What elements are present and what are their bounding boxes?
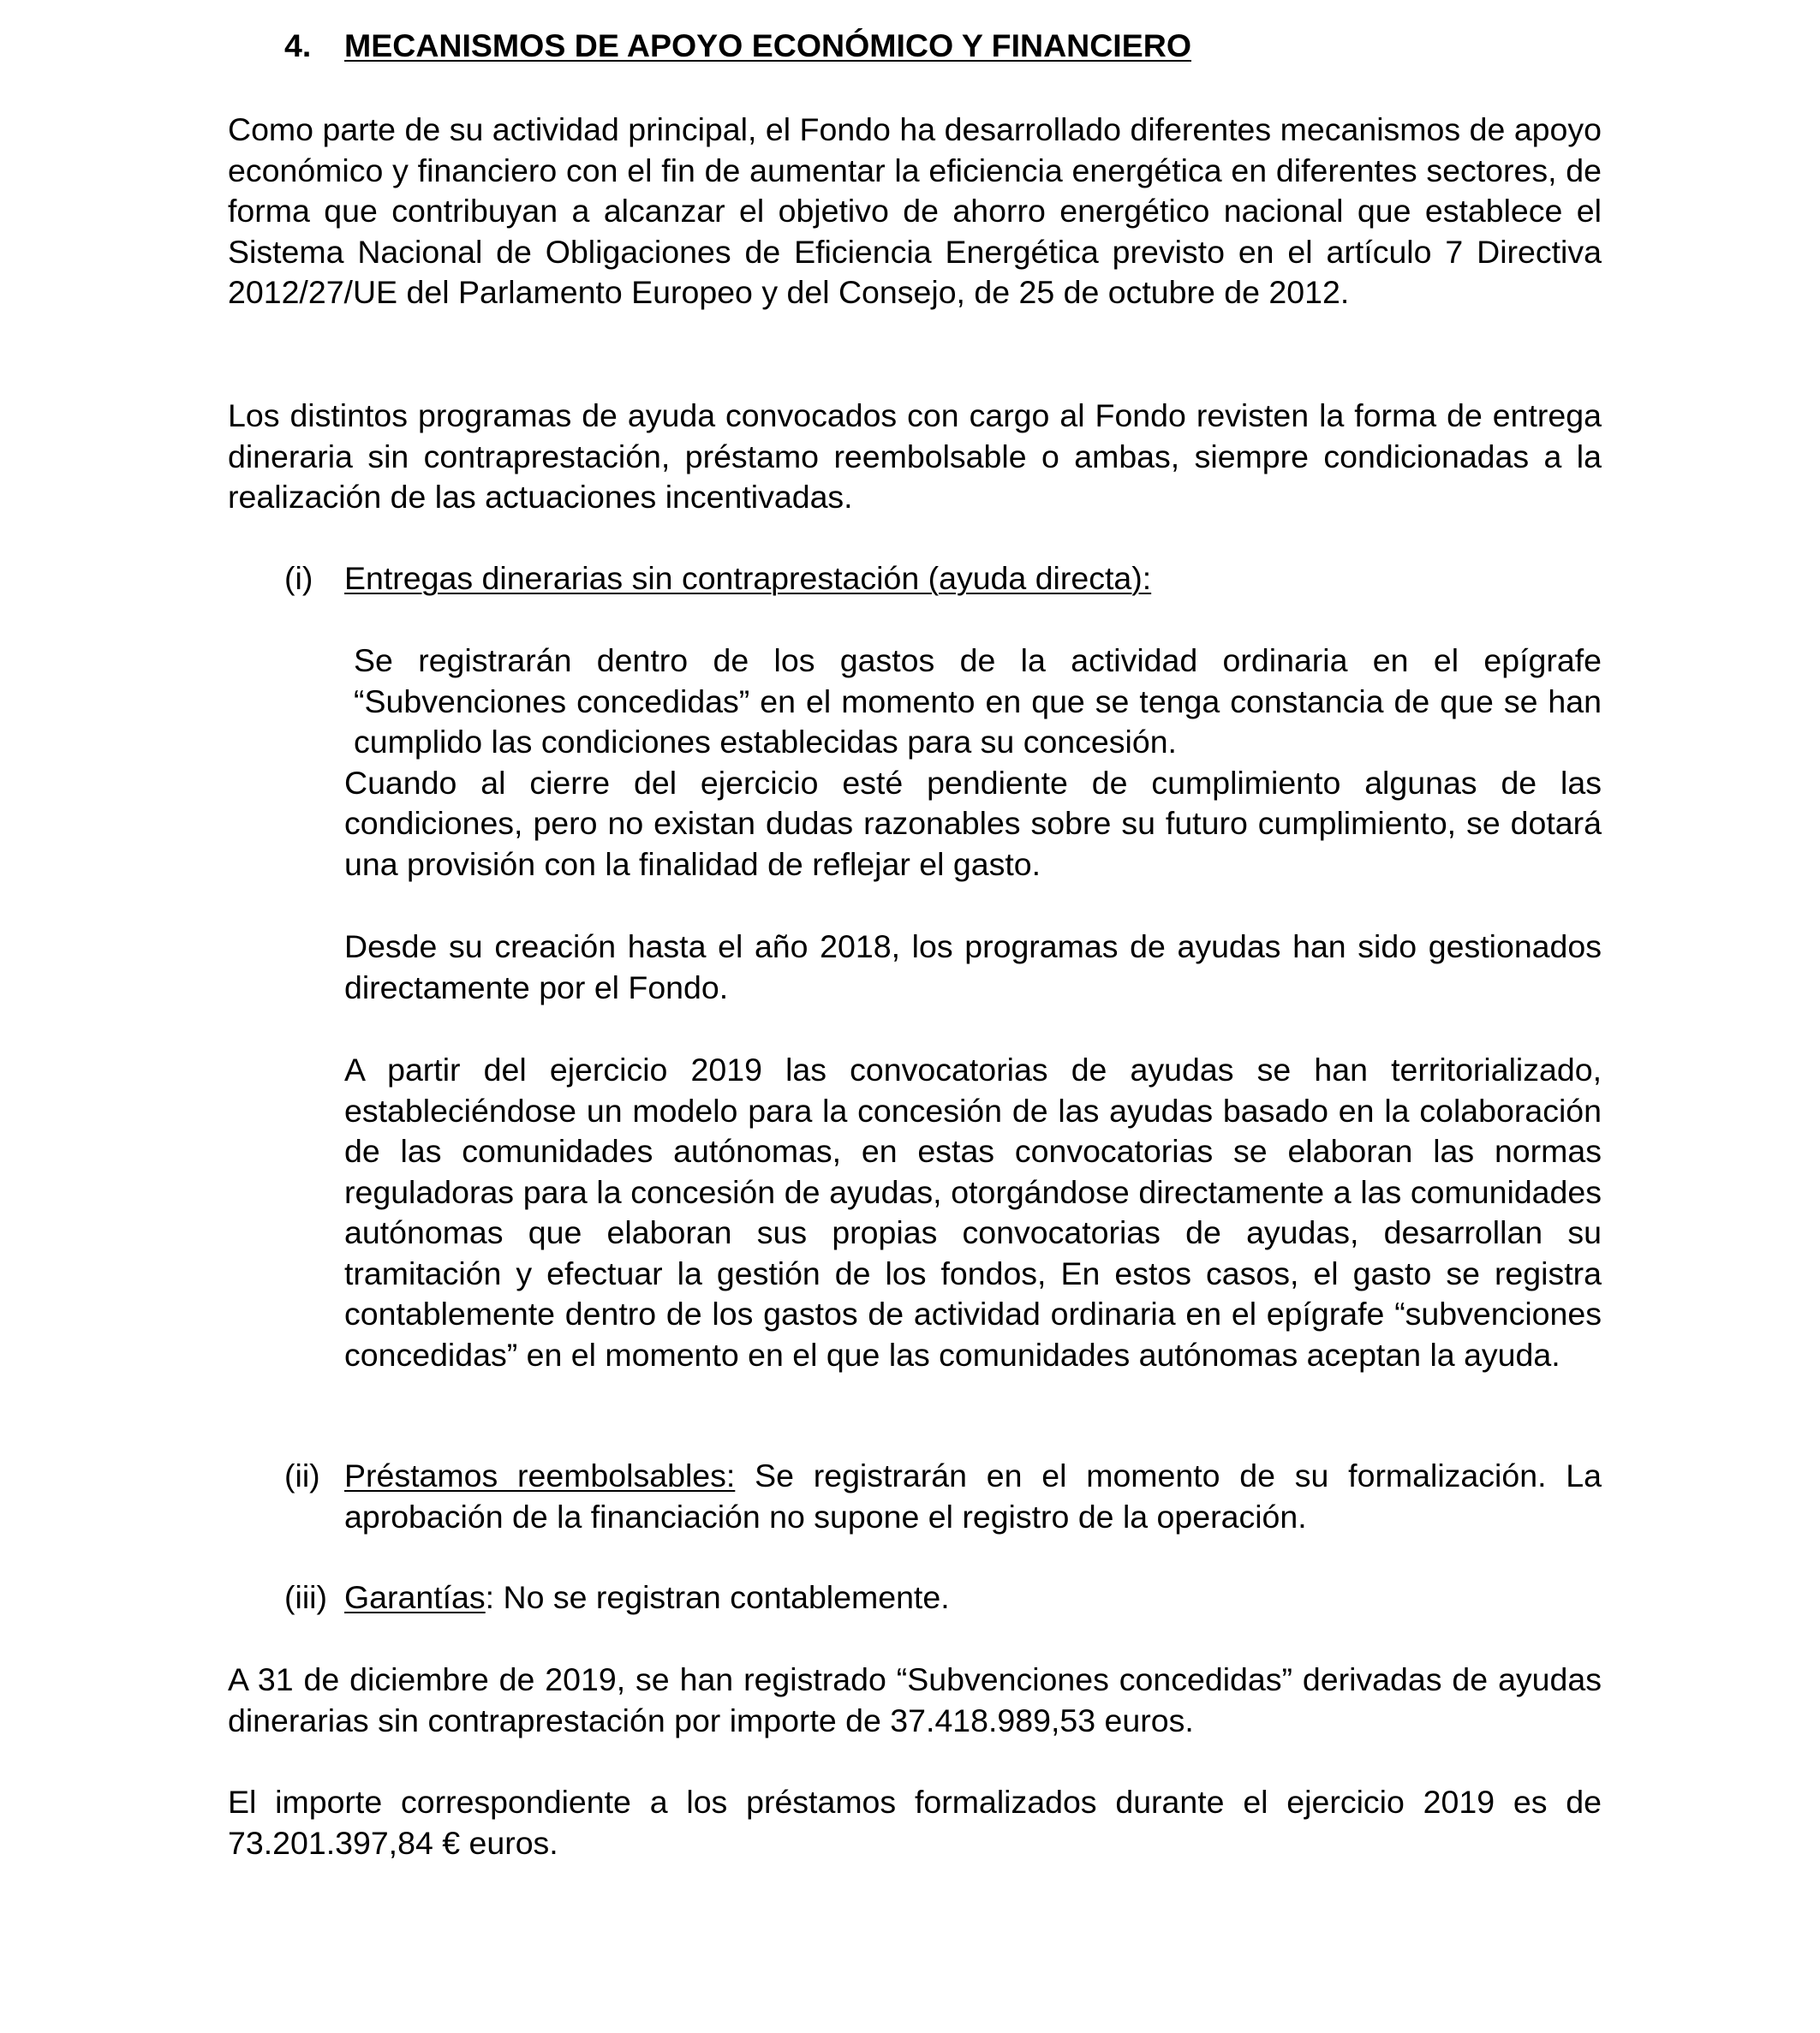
list-item-iii-heading: Garantías bbox=[344, 1579, 486, 1615]
provision-paragraph: Cuando al cierre del ejercicio esté pendiente de cumplimiento algunas de las condiciones, pero no existan dudas razonables sobre su futuro cumplimiento, se dotará una provisión con la finalidad de reflejar el gasto. bbox=[344, 764, 1602, 882]
programs-paragraph: Los distintos programas de ayuda convocados con cargo al Fondo revisten la forma de entrega dineraria sin contraprestación, préstamo reembolsable o ambas, siempre condicionadas a la realización de las actuaciones incentivadas. bbox=[228, 397, 1602, 515]
loans-total-paragraph: El importe correspondiente a los préstamos formalizados durante el ejercicio 2019 es de 73.201.397,84 € euros. bbox=[228, 1784, 1602, 1861]
list-item-i-paragraph-1 bbox=[344, 641, 1602, 885]
list-item-i-paragraph-3: A partir del ejercicio 2019 las convocatorias de ayudas se han territorializado, estableciéndose un modelo para la concesión de las ayudas basado en la colaboración de las comunidades autónomas, en estas convocatorias se elaboran las normas reguladoras para la concesión de ayudas, otorgándose directamente a las comunidades autónomas que elaboran sus propias convocatorias de ayudas, desarrollan su tramitación y efectuar la gestión de los fondos, En estos casos, el gasto se registra contablemente dentro de los gastos de actividad ordinaria en el epígrafe “subvenciones concedidas” en el momento en el que las comunidades autónomas aceptan la ayuda. bbox=[344, 1052, 1602, 1373]
section-heading bbox=[284, 26, 1655, 67]
intro-paragraph: Como parte de su actividad principal, el Fondo ha desarrollado diferentes mecanismos de apoyo económico y financiero con el fin de aumentar la eficiencia energética en diferentes sectores, de forma que contribuyan a alcanzar el objetivo de ahorro energético nacional que establece el Sistema Nacional de Obligaciones de Eficiencia Energética previsto en el artículo 7 Directiva 2012/27/UE del Parlamento Europeo y del Consejo, de 25 de octubre de 2012. bbox=[228, 111, 1602, 310]
section-title: MECANISMOS DE APOYO ECONÓMICO Y FINANCIERO bbox=[344, 27, 1191, 63]
subsidies-total-paragraph: A 31 de diciembre de 2019, se han registrado “Subvenciones concedidas” derivadas de ayudas dinerarias sin contraprestación por importe de 37.418.989,53 euros. bbox=[228, 1661, 1602, 1738]
list-marker-iii: (iii) bbox=[284, 1579, 327, 1615]
list-item-iii bbox=[284, 1577, 1602, 1619]
list-marker-ii: (ii) bbox=[284, 1458, 320, 1493]
list-item-ii-text: Se registrarán en el momento de su formalización. La aprobación de la financiación no supone el registro de la operación. bbox=[344, 1458, 1602, 1535]
list-item-iii-text: : No se registran contablemente. bbox=[485, 1579, 950, 1615]
list-item-ii-heading: Préstamos reembolsables: bbox=[344, 1458, 736, 1493]
list-item-i-paragraph-2: Desde su creación hasta el año 2018, los programas de ayudas han sido gestionados directamente por el Fondo. bbox=[344, 928, 1602, 1005]
registration-paragraph: Se registrarán dentro de los gastos de la actividad ordinaria en el epígrafe “Subvenciones concedidas” en el momento en que se tenga constancia de que se han cumplido las condiciones establecidas para su concesión. bbox=[354, 642, 1602, 760]
list-item-ii bbox=[284, 1456, 1602, 1537]
list-marker-i: (i) bbox=[284, 560, 313, 596]
list-item-i-heading: Entregas dinerarias sin contraprestación (ayuda directa): bbox=[344, 560, 1152, 596]
section-number: 4. bbox=[284, 27, 312, 63]
list-item-i bbox=[284, 558, 1602, 599]
